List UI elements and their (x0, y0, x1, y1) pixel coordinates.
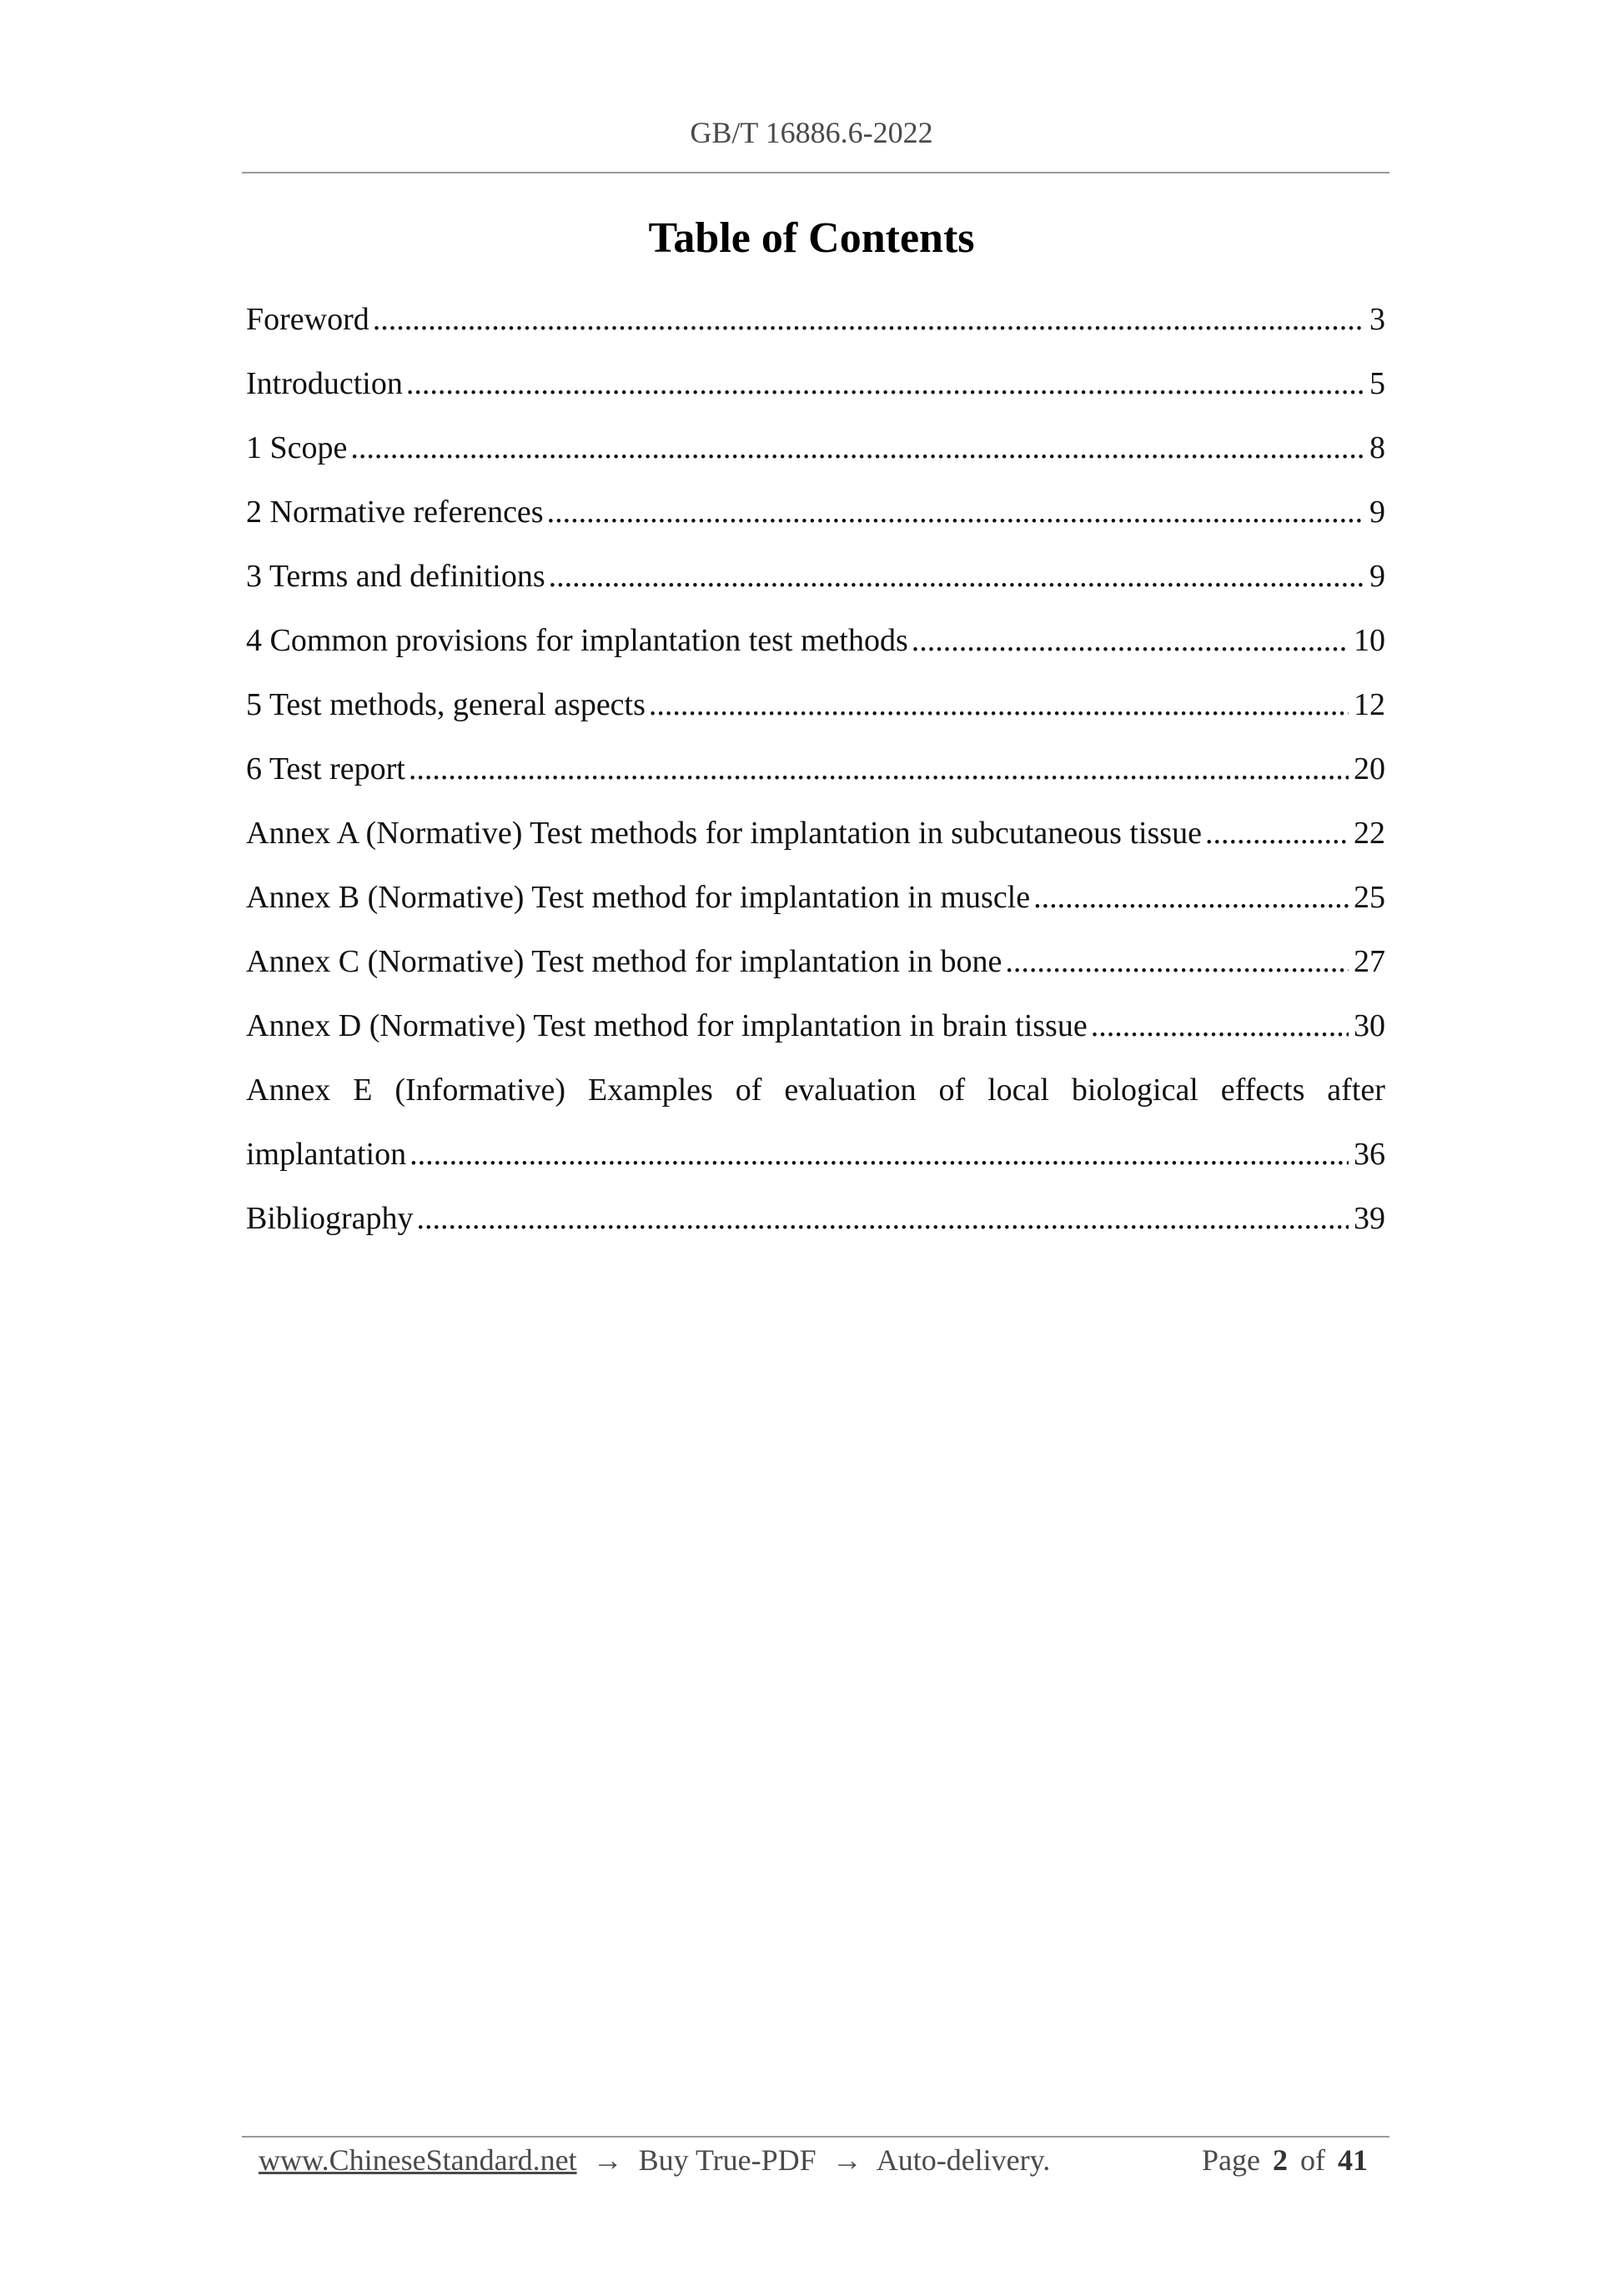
toc-entry-annex-c[interactable] (246, 929, 1385, 993)
page-title: Table of Contents (648, 214, 975, 262)
toc-entry-text: 1 Scope (246, 430, 348, 465)
toc-page-number: 36 (1354, 1136, 1385, 1172)
toc-entry-introduction[interactable] (246, 351, 1385, 415)
table-of-contents (246, 287, 1385, 1250)
toc-dot-leader (912, 622, 1349, 659)
toc-word: evaluation (784, 1072, 917, 1108)
toc-entry-annex-e-line2[interactable] (246, 1122, 1385, 1186)
site-link[interactable]: www.ChineseStandard.net (259, 2143, 577, 2177)
toc-dot-leader (373, 301, 1364, 338)
toc-entry-text: Annex C (Normative) Test method for implantation in bone (246, 943, 1002, 979)
page-of-label: of (1300, 2143, 1325, 2177)
toc-page-number: 8 (1369, 430, 1385, 465)
page-label: Page (1202, 2143, 1260, 2177)
toc-entry-text: Annex D (Normative) Test method for implantation in brain tissue (246, 1007, 1088, 1043)
toc-page-number: 22 (1354, 815, 1385, 851)
toc-word: biological (1071, 1072, 1198, 1108)
toc-dot-leader (417, 1200, 1349, 1237)
toc-page-number: 27 (1354, 943, 1385, 979)
toc-entry-test-methods-general[interactable] (246, 672, 1385, 736)
toc-entry-annex-e-line1[interactable] (246, 1058, 1385, 1122)
toc-entry-text: 2 Normative references (246, 494, 544, 530)
toc-entry-text: implantation (246, 1136, 407, 1172)
toc-dot-leader (1005, 943, 1349, 980)
arrow-right-icon: → (592, 2143, 623, 2177)
auto-delivery-text: Auto-delivery. (876, 2143, 1051, 2177)
toc-entry-text: Bibliography (246, 1200, 414, 1236)
toc-entry-annex-b[interactable] (246, 865, 1385, 929)
toc-entry-text: 4 Common provisions for implantation test methods (246, 622, 908, 658)
toc-dot-leader (547, 494, 1364, 530)
toc-word: local (987, 1072, 1049, 1108)
toc-page-number: 3 (1369, 301, 1385, 337)
toc-entry-text: 5 Test methods, general aspects (246, 686, 646, 722)
toc-page-number: 10 (1354, 622, 1385, 658)
toc-entry-test-report[interactable] (246, 736, 1385, 801)
toc-entry-bibliography[interactable] (246, 1186, 1385, 1250)
toc-word: Annex (246, 1072, 331, 1108)
header-divider (242, 172, 1389, 173)
toc-entry-text: Annex A (Normative) Test methods for implantation in subcutaneous tissue (246, 815, 1202, 851)
toc-dot-leader (1033, 879, 1349, 916)
toc-dot-leader (1205, 815, 1349, 852)
toc-entry-text: Foreword (246, 301, 369, 337)
toc-entry-normative-references[interactable] (246, 480, 1385, 544)
toc-dot-leader (1091, 1007, 1349, 1044)
toc-entry-text: 3 Terms and definitions (246, 558, 545, 594)
toc-dot-leader (410, 1136, 1349, 1173)
toc-dot-leader (406, 365, 1364, 402)
toc-entry-text: Introduction (246, 365, 403, 401)
document-code-header: GB/T 16886.6-2022 (690, 116, 933, 149)
toc-page-number: 9 (1369, 558, 1385, 594)
toc-word: of (938, 1072, 966, 1108)
page-total: 41 (1338, 2143, 1368, 2177)
toc-word: of (735, 1072, 762, 1108)
toc-dot-leader (549, 558, 1364, 595)
toc-dot-leader (409, 751, 1349, 787)
toc-entry-scope[interactable] (246, 415, 1385, 480)
toc-word: Examples (587, 1072, 713, 1108)
toc-page-number: 20 (1354, 751, 1385, 786)
toc-entry-annex-a[interactable] (246, 801, 1385, 865)
toc-page-number: 25 (1354, 879, 1385, 915)
toc-page-number: 30 (1354, 1007, 1385, 1043)
toc-entry-foreword[interactable] (246, 287, 1385, 351)
toc-word: effects (1220, 1072, 1305, 1108)
toc-word: E (353, 1072, 373, 1108)
page-current: 2 (1273, 2143, 1288, 2177)
toc-word: (Informative) (394, 1072, 566, 1108)
toc-word: after (1327, 1072, 1385, 1108)
footer-divider (242, 2136, 1389, 2138)
toc-page-number: 12 (1354, 686, 1385, 722)
toc-dot-leader (350, 430, 1364, 466)
toc-page-number: 5 (1369, 365, 1385, 401)
toc-entry-common-provisions[interactable] (246, 608, 1385, 672)
toc-entry-terms-definitions[interactable] (246, 544, 1385, 608)
toc-entry-text: 6 Test report (246, 751, 405, 786)
footer-promo (259, 2143, 1050, 2178)
toc-dot-leader (649, 686, 1349, 723)
page-footer (259, 2142, 1368, 2178)
toc-page-number: 39 (1354, 1200, 1385, 1236)
toc-page-number: 9 (1369, 494, 1385, 530)
toc-entry-text: Annex B (Normative) Test method for implantation in muscle (246, 879, 1031, 915)
page-counter (1197, 2143, 1368, 2178)
arrow-right-icon: → (832, 2143, 862, 2177)
buy-pdf-text: Buy True-PDF (638, 2143, 817, 2177)
toc-entry-annex-d[interactable] (246, 993, 1385, 1058)
